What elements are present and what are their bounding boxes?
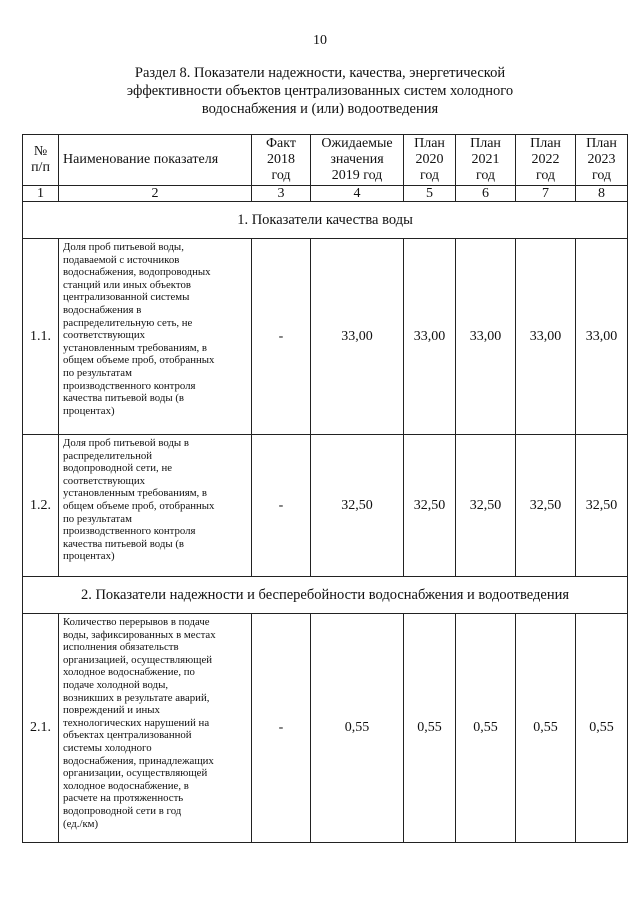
header-plan-2022: План 2022 год — [516, 135, 576, 186]
row-number: 2.1. — [23, 614, 59, 843]
section-title-line-1: Раздел 8. Показатели надежности, качества, энергетической — [134, 65, 506, 81]
value-expected-2019: 32,50 — [311, 435, 404, 577]
indicator-name: Доля проб питьевой воды в распределительной водопроводной сети, не соответствующих установленным требованиям, в общем объеме проб, отобранных по результатам производственного контроля качества питьевой воды (в процентах) — [59, 435, 252, 577]
indicator-name: Количество перерывов в подаче воды, зафиксированных в местах исполнения обязательств организацией, осуществляющей холодное водоснабжение, по подаче холодной воды, возникших в результате аварий, повреждений и иных технологических нарушений на объектах централизованной системы холодного водоснабжения, принадлежащих организации, осуществляющей холодное водоснабжение, в расчете на протяженность водопроводной сети в год (ед./км) — [59, 614, 252, 843]
table-row — [23, 614, 628, 843]
value-fact-2018: - — [252, 435, 311, 577]
value-plan-2021: 0,55 — [456, 614, 516, 843]
value-plan-2023: 0,55 — [576, 614, 628, 843]
value-plan-2020: 0,55 — [404, 614, 456, 843]
value-plan-2020: 32,50 — [404, 435, 456, 577]
section-title-line-3: водоснабжения и (или) водоотведения — [201, 101, 439, 117]
column-number: 6 — [456, 186, 516, 202]
header-name: Наименование показателя — [59, 135, 252, 186]
header-row — [23, 135, 628, 186]
group-title: 1. Показатели качества воды — [23, 202, 628, 239]
value-plan-2022: 32,50 — [516, 435, 576, 577]
value-plan-2023: 33,00 — [576, 239, 628, 435]
header-fact-2018: Факт 2018 год — [252, 135, 311, 186]
value-fact-2018: - — [252, 239, 311, 435]
indicator-name: Доля проб питьевой воды, подаваемой с источников водоснабжения, водопроводных станций или иных объектов централизованной системы водоснабжения в распределительную сеть, не соответствующих установленным требованиям, в общем объеме проб, отобранных по результатам производственного контроля качества питьевой воды (в процентах) — [59, 239, 252, 435]
column-number: 3 — [252, 186, 311, 202]
value-plan-2020: 33,00 — [404, 239, 456, 435]
column-number: 5 — [404, 186, 456, 202]
value-expected-2019: 0,55 — [311, 614, 404, 843]
column-numbers-row — [23, 186, 628, 202]
column-number: 7 — [516, 186, 576, 202]
group-header-water-quality — [23, 202, 628, 239]
header-plan-2021: План 2021 год — [456, 135, 516, 186]
value-plan-2021: 33,00 — [456, 239, 516, 435]
value-plan-2021: 32,50 — [456, 435, 516, 577]
column-number: 1 — [23, 186, 59, 202]
table-row — [23, 239, 628, 435]
group-header-reliability — [23, 577, 628, 614]
value-plan-2022: 33,00 — [516, 239, 576, 435]
value-expected-2019: 33,00 — [311, 239, 404, 435]
header-plan-2020: План 2020 год — [404, 135, 456, 186]
row-number: 1.2. — [23, 435, 59, 577]
header-num: № п/п — [23, 135, 59, 186]
value-plan-2022: 0,55 — [516, 614, 576, 843]
value-plan-2023: 32,50 — [576, 435, 628, 577]
header-plan-2023: План 2023 год — [576, 135, 628, 186]
section-title-line-2: эффективности объектов централизованных систем холодного — [126, 83, 514, 99]
column-number: 8 — [576, 186, 628, 202]
column-number: 4 — [311, 186, 404, 202]
page-number: 10 — [313, 33, 327, 48]
table-row — [23, 435, 628, 577]
indicators-table — [22, 134, 628, 843]
group-title: 2. Показатели надежности и бесперебойности водоснабжения и водоотведения — [23, 577, 628, 614]
section-title — [80, 64, 560, 118]
value-fact-2018: - — [252, 614, 311, 843]
header-expected-2019: Ожидаемые значения 2019 год — [311, 135, 404, 186]
row-number: 1.1. — [23, 239, 59, 435]
column-number: 2 — [59, 186, 252, 202]
